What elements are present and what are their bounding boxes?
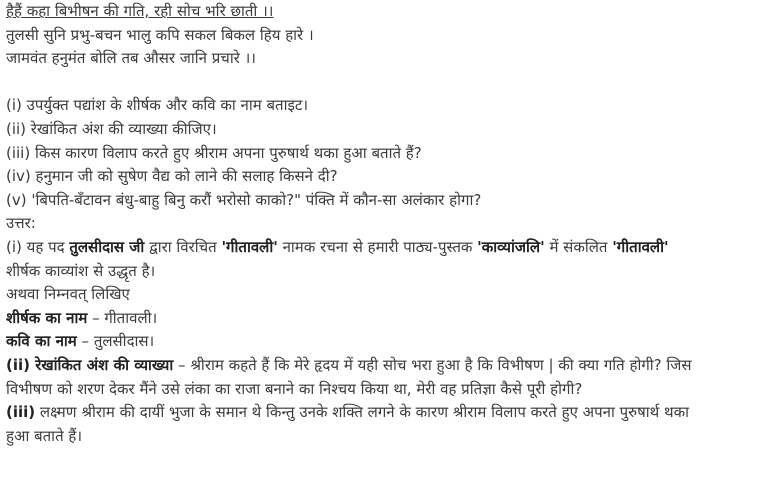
poet-value: – तुलसीदास।: [76, 332, 155, 351]
answer-3-text-1: लक्ष्मण श्रीराम की दायीं भुजा के समान थे किन्तु उनके शक्ति लगने के कारण श्रीराम विलाप करते हुए अपना पुरुषार्थ थका: [35, 403, 689, 422]
poet-label: कवि का नाम: [6, 332, 77, 351]
answer-2-line-2: विभीषण को शरण देकर मैंने उसे लंका का राजा बनाने का निश्चय किया था, मेरी वह प्रतिज्ञा कैसे पूरी होगी?: [6, 379, 583, 398]
answer-3-label: (iii): [6, 403, 36, 422]
answer-2-label: (ii) रेखांकित अंश की व्याख्या: [6, 355, 174, 374]
question-4: (iv) हनुमान जी को सुषेण वैद्य को लाने की सलाह किसने दी?: [6, 167, 338, 186]
answer-1-poet: तुलसीदास जी: [69, 237, 145, 256]
answer-1-line-2: शीर्षक काव्यांश से उद्धृत है।: [6, 261, 156, 280]
question-3: (iii) किस कारण विलाप करते हुए श्रीराम अपना पुरुषार्थ थका हुआ बताते हैं?: [6, 143, 422, 162]
answer-2-line-1: [6, 354, 756, 378]
verse-line-1: [6, 0, 756, 24]
answer-1-mid3: में संकलित: [544, 237, 613, 256]
underlined-verse: हैहैं कहा बिभीषन की गति, रही सोच भरि छाती ।।: [6, 2, 274, 20]
answer-1-mid2: नामक रचना से हमारी पाठ्य-पुस्तक: [277, 237, 478, 256]
answer-2-text-1: – श्रीराम कहते हैं कि मेरे हृदय में यही सोच भरा हुआ है कि विभीषण | की क्या गति होगी? जिस: [173, 355, 692, 374]
question-1: (i) उपर्युक्त पद्यांश के शीर्षक और कवि का नाम बताइट।: [6, 96, 309, 115]
answer-1-title: 'गीतावली': [612, 237, 669, 256]
title-row: [6, 307, 756, 331]
answer-1-line-1: [6, 236, 756, 260]
blank-line: [6, 71, 756, 95]
answer-1-book: 'काव्यांजलि': [477, 237, 545, 256]
answer-3-line-1: [6, 401, 756, 425]
answer-3-line-2: हुआ बताते हैं।: [6, 426, 83, 445]
alternative-note: अथवा निम्नवत् लिखिए: [6, 285, 130, 304]
poet-row: [6, 330, 756, 354]
answer-heading: उत्तर:: [6, 214, 36, 233]
title-label: शीर्षक का नाम: [6, 308, 88, 327]
answer-1-mid1: द्वारा विरचित: [144, 237, 222, 256]
verse-line-2: तुलसी सुनि प्रभु-बचन भालु कपि सकल बिकल हिय हारे ।: [6, 25, 314, 44]
question-5: (v) 'बिपति-बँटावन बंधु-बाहु बिनु करौं भरोसो काको?" पंक्ति में कौन-सा अलंकार होगा?: [6, 190, 482, 209]
verse-line-3: जामवंत हनुमंत बोलि तब औसर जानि प्रचारे ।।: [6, 49, 256, 68]
answer-1-prefix: (i) यह पद: [6, 237, 70, 256]
title-value: – गीतावली।: [87, 308, 158, 327]
answer-1-work: 'गीतावली': [221, 237, 278, 256]
question-2: (ii) रेखांकित अंश की व्याख्या कीजिए।: [6, 119, 217, 138]
